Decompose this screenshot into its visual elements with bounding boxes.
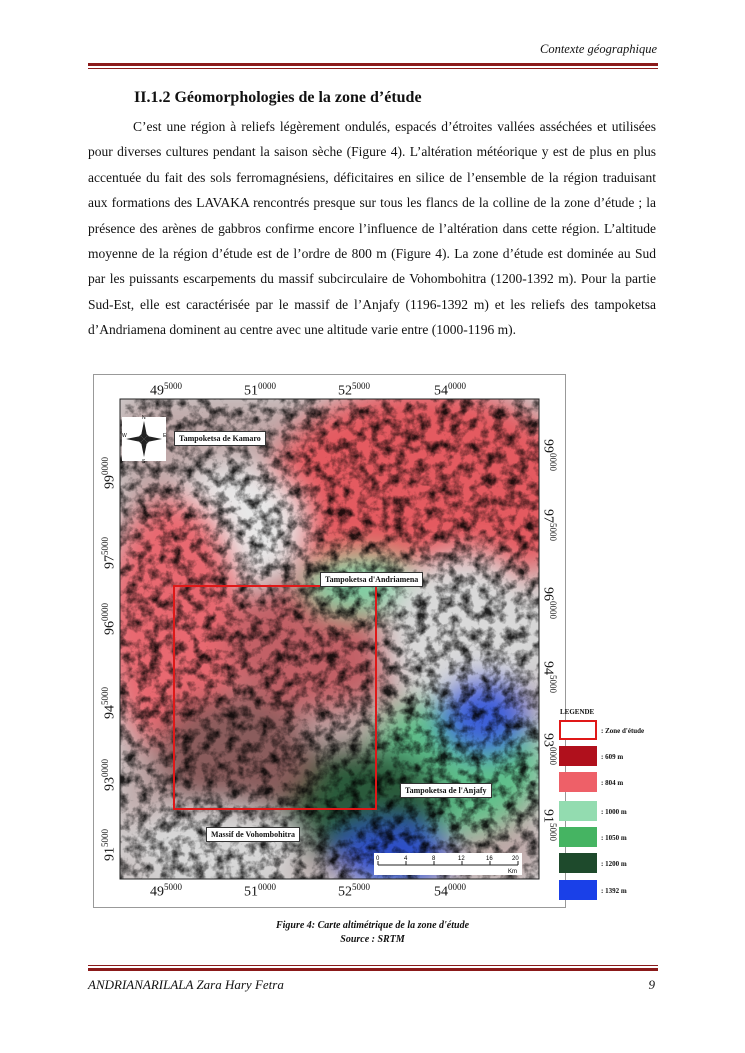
y-coord-left-3 [100, 585, 118, 635]
x-coord-bottom-1 [150, 882, 182, 901]
legend-swatch [559, 746, 597, 766]
x-coord-sup: 5000 [352, 381, 370, 391]
label-vohombohitra: Massif de Vohombohitra [206, 827, 300, 842]
y-coord-sup: 5000 [100, 687, 110, 705]
y-coord-main: 97 [102, 555, 118, 569]
x-coord-sup: 5000 [164, 381, 182, 391]
y-coord-main: 93 [102, 777, 118, 791]
x-coord-main: 49 [150, 383, 164, 399]
y-coord-main: 93 [540, 733, 556, 747]
label-kamaro: Tampoketsa de Kamaro [174, 431, 266, 446]
x-coord-top-4 [434, 381, 466, 400]
scale-unit: Km [508, 869, 517, 875]
x-coord-main: 52 [338, 383, 352, 399]
header-rule-thin [88, 68, 658, 69]
x-coord-sup: 5000 [352, 882, 370, 892]
compass-s: S [142, 459, 146, 465]
x-coord-bottom-4 [434, 882, 466, 901]
y-coord-sup: 0000 [100, 759, 110, 777]
legend-label: : 804 m [601, 779, 624, 787]
header-title: Contexte géographique [540, 42, 657, 56]
x-coord-top-1 [150, 381, 182, 400]
map-image [94, 375, 565, 907]
y-coord-left-6 [100, 811, 118, 861]
header-rule-thick [88, 63, 658, 66]
scale-tick-5: 20 [512, 856, 519, 862]
y-coord-sup: 5000 [100, 537, 110, 555]
legend-swatch [559, 827, 597, 847]
y-coord-sup: 0000 [548, 747, 558, 765]
figure-caption: Figure 4: Carte altimétrique de la zone d'étude [275, 920, 470, 931]
x-coord-sup: 0000 [258, 381, 276, 391]
x-coord-bottom-2 [244, 882, 276, 901]
compass-n: N [142, 415, 146, 421]
x-coord-top-2 [244, 381, 276, 400]
y-coord-left-2 [100, 519, 118, 569]
x-coord-main: 49 [150, 884, 164, 900]
y-coord-right-2 [540, 509, 558, 559]
legend-swatch [559, 853, 597, 873]
legend-label: : Zone d'étude [601, 727, 645, 735]
y-coord-sup: 5000 [548, 523, 558, 541]
label-anjafy: Tampoketsa de l'Anjafy [400, 783, 492, 798]
y-coord-sup: 0000 [548, 453, 558, 471]
y-coord-right-4 [540, 661, 558, 711]
page-number: 9 [648, 977, 655, 992]
legend-swatch [559, 801, 597, 821]
compass-rose-icon [122, 417, 166, 461]
compass-w: W [122, 433, 127, 439]
x-coord-bottom-3 [338, 882, 370, 901]
scale-tick-3: 12 [458, 856, 465, 862]
altimetric-map [93, 374, 566, 908]
y-coord-sup: 0000 [548, 601, 558, 619]
legend-swatch [559, 772, 597, 792]
scale-tick-0: 0 [376, 856, 380, 862]
x-coord-sup: 0000 [448, 882, 466, 892]
y-coord-main: 96 [102, 621, 118, 635]
y-coord-main: 96 [540, 587, 556, 601]
scale-tick-1: 4 [404, 856, 408, 862]
x-coord-sup: 5000 [164, 882, 182, 892]
x-coord-main: 52 [338, 884, 352, 900]
y-coord-main: 97 [540, 509, 556, 523]
y-coord-sup: 5000 [100, 829, 110, 847]
legend-label: : 1200 m [601, 860, 627, 868]
scale-tick-2: 8 [432, 856, 436, 862]
y-coord-left-1 [100, 439, 118, 489]
y-coord-right-3 [540, 587, 558, 637]
footer-rule-thick [88, 968, 658, 971]
footer-rule-thin [88, 965, 658, 966]
legend-swatch [559, 880, 597, 900]
y-coord-sup: 0000 [100, 603, 110, 621]
x-coord-top-3 [338, 381, 370, 400]
scale-tick-4: 16 [486, 856, 493, 862]
legend-label: : 1000 m [601, 808, 627, 816]
legend-label: : 609 m [601, 753, 624, 761]
scale-bar [374, 853, 522, 875]
body-paragraph: C’est une région à reliefs légèrement ondulés, espacés d’étroites vallées asséchées et utilisées pour diverses cultures pendant la saison sèche (Figure 4). L’altération météorique y est de plus en plus accentuée du fait des sols ferromagnésiens, déficitaires en silice de l’ensemble de la région traduisant aux formations des LAVAKA rencontrés presque sur tous les flancs de la colline de la zone d’étude ; la présence des arènes de gabbros confirme encore l’influence de l’altération dans cette région. L’altitude moyenne de la région d’étude est de l’ordre de 800 m (Figure 4). La zone d’étude est dominée au Sud par les puissants escarpements du massif subcirculaire de Vohombohitra (1200-1392 m). Pour la partie Sud-Est, elle est caractérisée par le massif de l’Anjafy (1196-1392 m) et les reliefs des tampoketsa d’Andriamena dominent au centre avec une altitude varie entre (1000-1196 m). [88, 119, 656, 338]
y-coord-right-6 [540, 809, 558, 859]
x-coord-main: 51 [244, 383, 258, 399]
figure-source: Source : SRTM [340, 934, 405, 945]
y-coord-sup: 0000 [100, 457, 110, 475]
label-andriamena: Tampoketsa d'Andriamena [320, 572, 423, 587]
y-coord-main: 94 [540, 661, 556, 675]
footer-author: ANDRIANARILALA Zara Hary Fetra [88, 977, 284, 992]
legend-label: : 1050 m [601, 834, 627, 842]
x-coord-sup: 0000 [448, 381, 466, 391]
x-coord-main: 51 [244, 884, 258, 900]
y-coord-main: 91 [102, 847, 118, 861]
y-coord-main: 94 [102, 705, 118, 719]
y-coord-main: 99 [540, 439, 556, 453]
legend-swatch [559, 720, 597, 740]
section-heading: II.1.2 Géomorphologies de la zone d’étude [134, 89, 422, 106]
y-coord-left-5 [100, 741, 118, 791]
x-coord-main: 54 [434, 383, 448, 399]
x-coord-main: 54 [434, 884, 448, 900]
y-coord-sup: 5000 [548, 675, 558, 693]
y-coord-right-1 [540, 439, 558, 489]
compass-e: E [163, 433, 167, 439]
y-coord-left-4 [100, 669, 118, 719]
x-coord-sup: 0000 [258, 882, 276, 892]
legend-label: : 1392 m [601, 887, 627, 895]
legend-title: LEGENDE [560, 708, 595, 716]
y-coord-right-5 [540, 733, 558, 783]
y-coord-main: 91 [540, 809, 556, 823]
y-coord-sup: 5000 [548, 823, 558, 841]
y-coord-main: 99 [102, 475, 118, 489]
